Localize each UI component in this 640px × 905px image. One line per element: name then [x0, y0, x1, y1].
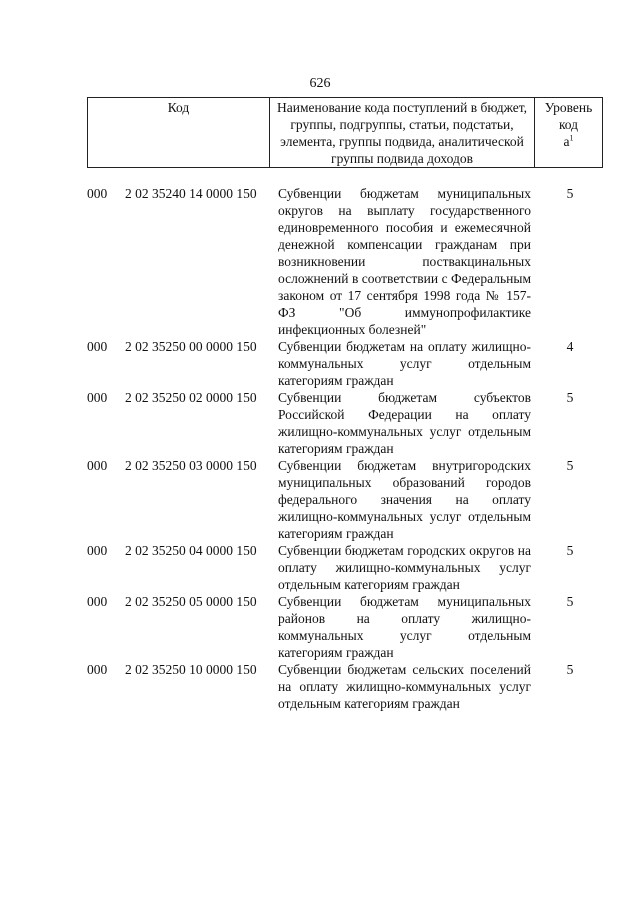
row-admin-code: 000: [87, 594, 108, 609]
row-admin-code: 000: [87, 543, 108, 558]
row-level: 5: [566, 458, 574, 473]
row-income-code: 2 02 35250 00 0000 150: [125, 339, 257, 354]
row-income-name: Субвенции бюджетам субъектов Российской Федерации на оплату жилищно-коммунальных услуг отдельным категориям граждан: [278, 390, 531, 456]
row-income-code: 2 02 35250 03 0000 150: [125, 458, 257, 473]
row-income-code: 2 02 35250 05 0000 150: [125, 594, 257, 609]
row-income-code: 2 02 35250 04 0000 150: [125, 543, 257, 558]
table-row: [87, 457, 603, 542]
row-level: 5: [566, 594, 574, 609]
row-level: 5: [566, 186, 574, 201]
row-level: 5: [566, 543, 574, 558]
row-admin-code: 000: [87, 662, 108, 677]
header-level-label-end: а: [563, 134, 570, 149]
header-code: Код: [167, 100, 190, 115]
row-income-name: Субвенции бюджетам на оплату жилищно-коммунальных услуг отдельным категориям граждан: [278, 339, 531, 388]
header-level-label: Уровень код: [544, 100, 593, 132]
row-admin-code: 000: [87, 458, 108, 473]
row-income-name: Субвенции бюджетам внутригородских муниципальных образований городов федерального значения на оплату жилищно-коммунальных услуг отдельным категориям граждан: [278, 458, 531, 541]
row-income-code: 2 02 35250 10 0000 150: [125, 662, 257, 677]
table-row: [87, 185, 603, 338]
row-admin-code: 000: [87, 186, 108, 201]
table-row: [87, 542, 603, 593]
row-income-name: Субвенции бюджетам муниципальных районов на оплату жилищно-коммунальных услуг отдельным категориям граждан: [278, 594, 531, 660]
row-level: 5: [566, 662, 574, 677]
row-admin-code: 000: [87, 339, 108, 354]
row-income-name: Субвенции бюджетам городских округов на оплату жилищно-коммунальных услуг отдельным категориям граждан: [278, 543, 531, 592]
row-admin-code: 000: [87, 390, 108, 405]
row-income-code: 2 02 35240 14 0000 150: [125, 186, 257, 201]
row-level: 4: [566, 339, 574, 354]
table-row: [87, 661, 603, 712]
header-name: Наименование кода поступлений в бюджет, группы, подгруппы, статьи, подстатьи, элемента, группы подвида, аналитической группы подвида доходов: [269, 98, 535, 167]
header-level: [535, 98, 602, 167]
table-row: [87, 389, 603, 457]
table-row: [87, 338, 603, 389]
page-number: 626: [309, 76, 331, 91]
table-row: [87, 593, 603, 661]
row-level: 5: [566, 390, 574, 405]
table-header: [87, 97, 603, 168]
row-income-name: Субвенции бюджетам муниципальных округов на выплату государственного единовременного пособия и ежемесячной денежной компенсации гражданам при возникновении поствакцинальных осложнений в соответствии с Федеральным законом от 17 сентября 1998 года № 157-ФЗ "Об иммунопрофилактике инфекционных болезней": [278, 186, 531, 337]
header-level-footnote: 1: [569, 133, 574, 143]
row-income-code: 2 02 35250 02 0000 150: [125, 390, 257, 405]
row-income-name: Субвенции бюджетам сельских поселений на оплату жилищно-коммунальных услуг отдельным категориям граждан: [278, 662, 531, 711]
table-body: [87, 185, 603, 712]
